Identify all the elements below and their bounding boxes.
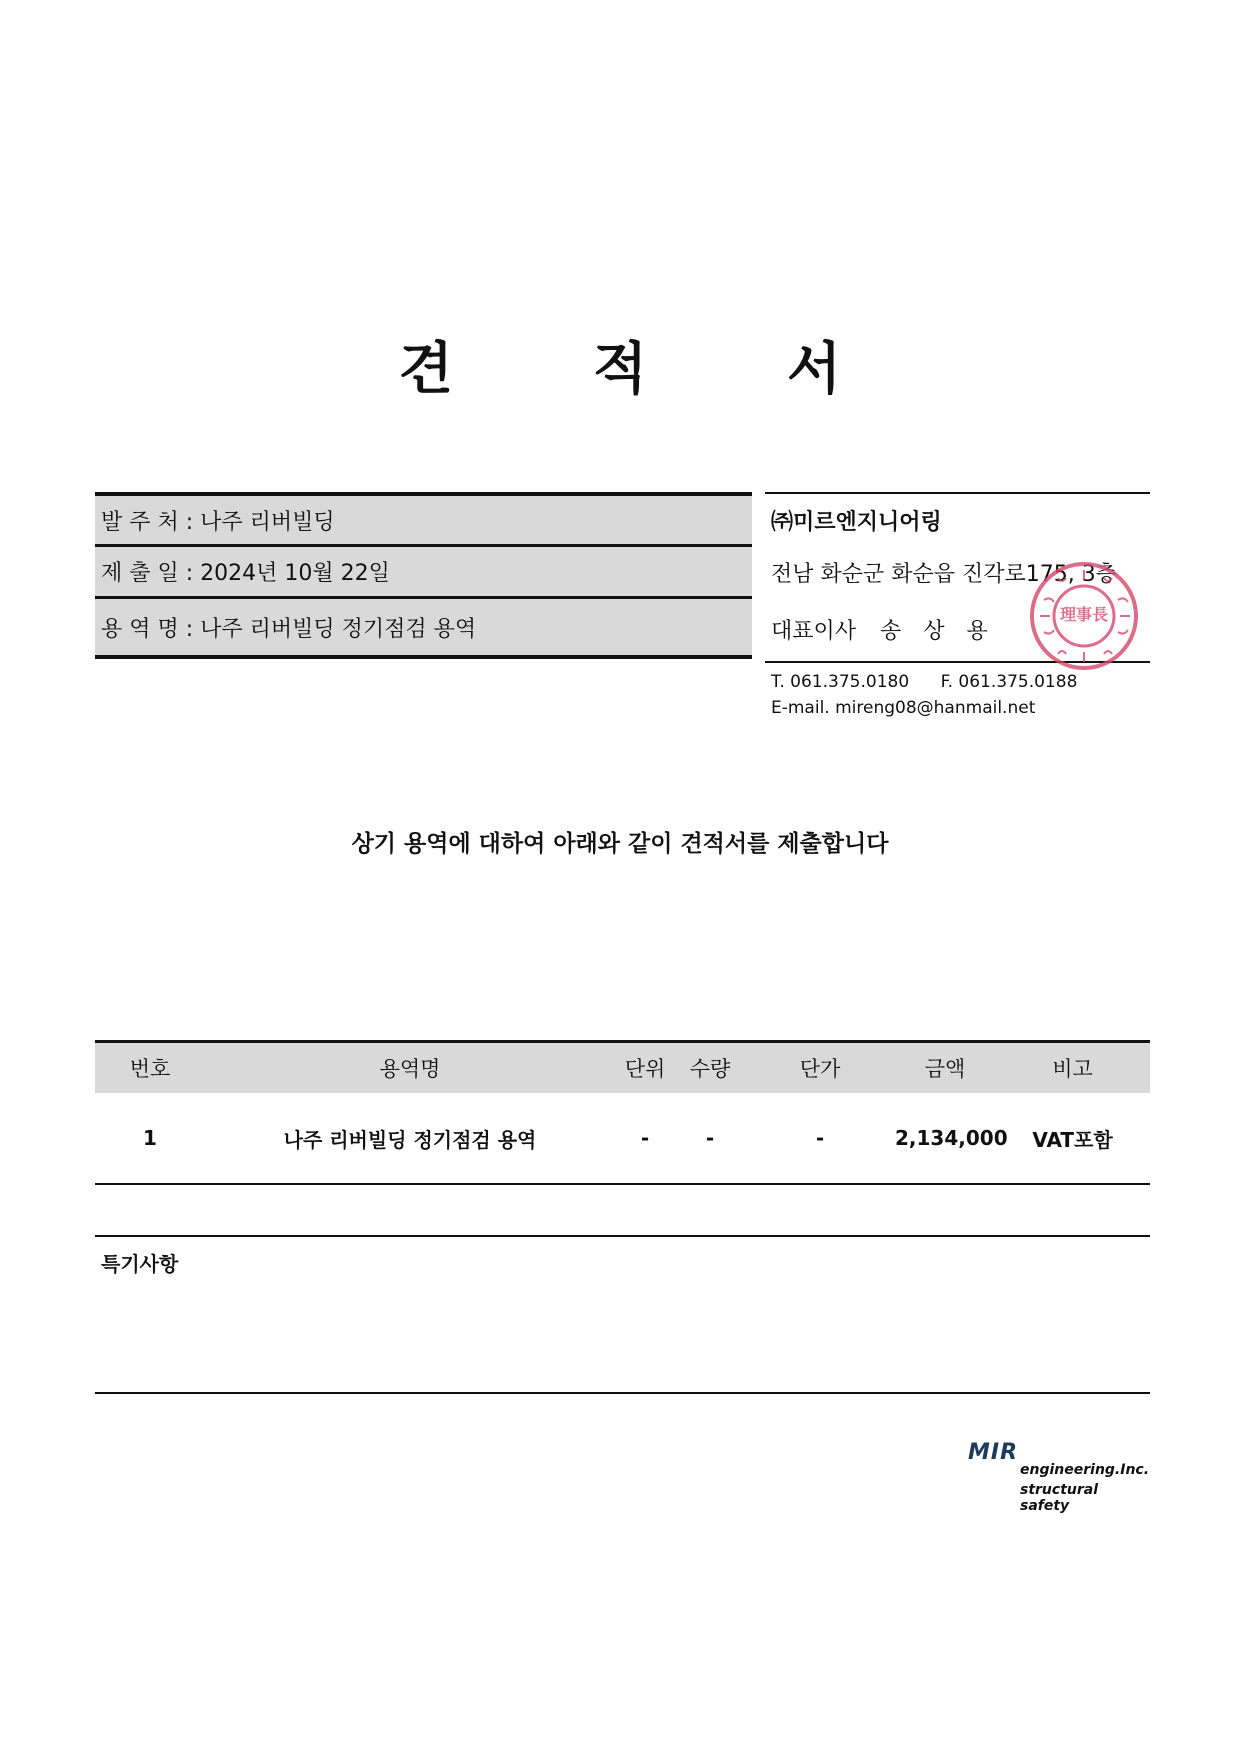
header-unit: 단위 (624, 1057, 666, 1081)
company-fax: F. 061.375.0188 (940, 672, 1078, 692)
title-char-2: 적 (592, 337, 648, 402)
items-table (95, 1040, 1150, 1237)
client-row: 발 주 처 : 나주 리버빌딩 (95, 492, 752, 544)
logo-mir: MIR (968, 1440, 1019, 1465)
remarks-section (95, 1236, 1150, 1394)
document-title (0, 330, 1240, 400)
statement-text: 상기 용역에 대하여 아래와 같이 견적서를 제출합니다 (351, 831, 889, 857)
row-amount: 2,134,000 (895, 1126, 1008, 1150)
row-unit: - (640, 1126, 650, 1150)
client-info-block (95, 492, 752, 659)
row-name: 나주 리버빌딩 정기점검 용역 (283, 1127, 537, 1152)
header-price: 단가 (799, 1057, 841, 1081)
row-qty: - (705, 1126, 715, 1150)
header-amount: 금액 (924, 1057, 966, 1081)
header-name: 용역명 (379, 1057, 441, 1081)
table-blank-row (95, 1185, 1150, 1237)
logo-line1: engineering.Inc. (1020, 1462, 1150, 1478)
row-price: - (815, 1126, 825, 1150)
company-address: 전남 화순군 화순읍 진각로175, 3층 (771, 561, 1117, 587)
header-qty: 수량 (689, 1057, 731, 1081)
title-char-1: 견 (398, 337, 453, 402)
ceo-title: 대표이사 (771, 619, 857, 644)
company-logo (968, 1440, 1150, 1514)
company-name: ㈜미르엔지니어링 (771, 509, 942, 535)
project-row: 용 역 명 : 나주 리버빌딩 정기점검 용역 (95, 596, 752, 659)
company-email: E-mail. mireng08@hanmail.net (771, 698, 1036, 718)
header-no: 번호 (129, 1057, 171, 1081)
logo-line2: structural safety (1020, 1482, 1099, 1514)
table-row (95, 1093, 1150, 1185)
date-row: 제 출 일 : 2024년 10월 22일 (95, 544, 752, 596)
seal-text: 理事長 (1059, 605, 1109, 624)
header-note: 비고 (1052, 1057, 1093, 1081)
remarks-label: 특기사항 (101, 1252, 179, 1276)
company-seal-icon (1028, 560, 1140, 672)
ceo-name: 송상용 (880, 619, 1010, 644)
row-no: 1 (143, 1126, 157, 1150)
row-note: VAT포함 (1032, 1127, 1113, 1152)
title-char-3: 서 (787, 337, 842, 402)
table-header (95, 1040, 1150, 1093)
company-phone: T. 061.375.0180 (771, 672, 910, 692)
company-contact (765, 669, 1150, 721)
